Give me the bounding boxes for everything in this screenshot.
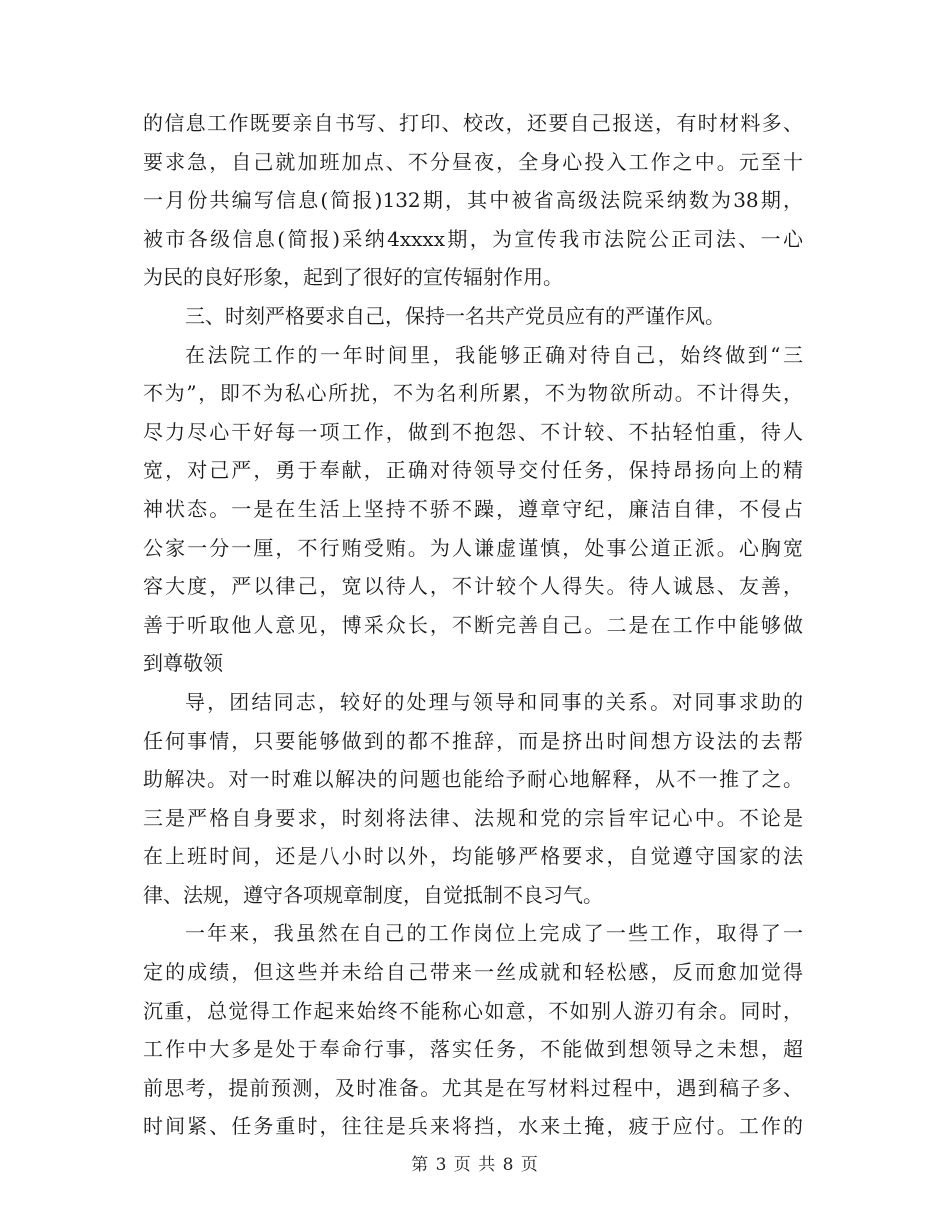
page-number-footer: 第 3 页 共 8 页 (411, 1155, 539, 1175)
text-line: 公家一分一厘，不行贿受贿。为人谦虚谨慎，处事公道正派。心胸宽 (143, 535, 803, 560)
text-line: 三是严格自身要求，时刻将法律、法规和党的宗旨牢记心中。不论是 (143, 805, 803, 830)
text-line: 善于听取他人意见，博采众长，不断完善自己。二是在工作中能够做 (143, 612, 803, 637)
text-line: 在法院工作的一年时间里，我能够正确对待自己，始终做到“三 (185, 342, 803, 367)
text-line: 定的成绩，但这些并未给自己带来一丝成就和轻松感，反而愈加觉得 (143, 960, 803, 985)
text-line: 导，团结同志，较好的处理与领导和同事的关系。对同事求助的 (185, 689, 803, 714)
text-line: 宽，对己严，勇于奉献，正确对待领导交付任务，保持昂扬向上的精 (143, 458, 803, 483)
text-line: 工作中大多是处于奉命行事，落实任务，不能做到想领导之未想，超 (143, 1037, 803, 1062)
text-line: 容大度，严以律己，宽以待人，不计较个人得失。待人诚恳、友善， (143, 574, 803, 599)
text-line: 神状态。一是在生活上坚持不骄不躁，遵章守纪，廉洁自律，不侵占 (143, 496, 803, 521)
text-line: 的信息工作既要亲自书写、打印、校改，还要自己报送，有时材料多、 (143, 111, 803, 135)
text-line: 为民的良好形象，起到了很好的宣传辐射作用。 (143, 265, 563, 290)
text-line: 前思考，提前预测，及时准备。尤其是在写材料过程中，遇到稿子多、 (143, 1075, 803, 1100)
text-line: 到尊敬领 (143, 651, 223, 676)
text-line: 任何事情，只要能够做到的都不推辞，而是挤出时间想方设法的去帮 (143, 728, 803, 753)
text-line: 被市各级信息(简报)采纳4xxxx期，为宣传我市法院公正司法、一心 (143, 226, 803, 251)
document-body (143, 104, 803, 1146)
text-line: 在上班时间，还是八小时以外，均能够严格要求，自觉遵守国家的法 (143, 844, 803, 869)
text-line: 要求急，自己就加班加点、不分昼夜，全身心投入工作之中。元至十 (143, 149, 803, 174)
text-line: 不为”，即不为私心所扰，不为名利所累，不为物欲所动。不计得失， (143, 381, 803, 406)
section-heading: 三、时刻严格要求自己，保持一名共产党员应有的严谨作风。 (185, 303, 725, 328)
text-line: 尽力尽心干好每一项工作，做到不抱怨、不计较、不拈轻怕重，待人 (143, 419, 803, 444)
text-line: 时间紧、任务重时，往往是兵来将挡，水来土掩，疲于应付。工作的 (143, 1114, 803, 1139)
text-line: 一月份共编写信息(简报)132期，其中被省高级法院采纳数为38期， (143, 188, 803, 213)
text-line: 助解决。对一时难以解决的问题也能给予耐心地解释，从不一推了之。 (143, 767, 803, 792)
text-line: 一年来，我虽然在自己的工作岗位上完成了一些工作，取得了一 (185, 921, 803, 946)
text-line: 沉重，总觉得工作起来始终不能称心如意，不如别人游刃有余。同时， (143, 998, 803, 1023)
text-line: 律、法规，遵守各项规章制度，自觉抵制不良习气。 (143, 882, 603, 907)
